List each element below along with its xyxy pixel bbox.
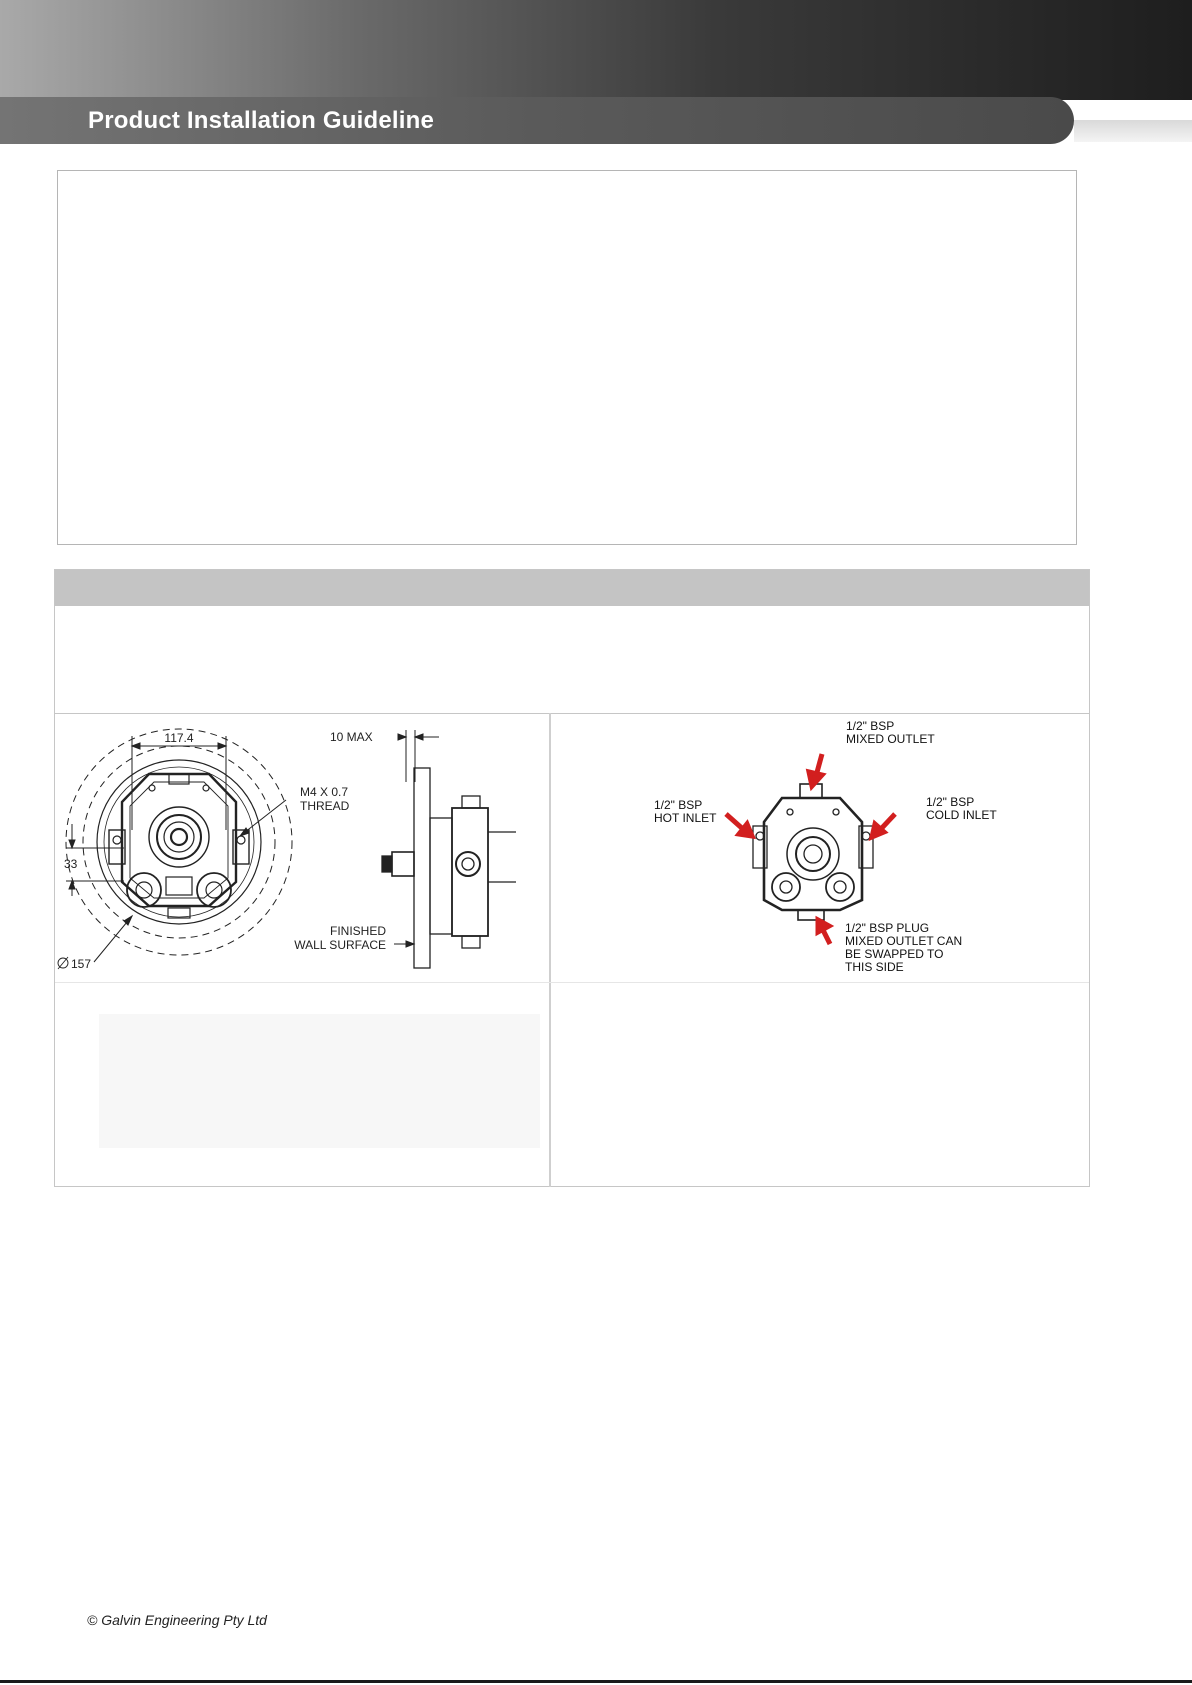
- dimension-height-label: 33: [64, 857, 78, 871]
- plug-label-line1: 1/2" BSP PLUG: [845, 921, 930, 935]
- grid-divider: [55, 982, 1089, 983]
- cold-label-line2: COLD INLET: [926, 808, 997, 822]
- outlet-label-line2: MIXED OUTLET: [846, 732, 935, 746]
- valve-connections-drawing: [550, 712, 1090, 980]
- title-shadow: [1074, 120, 1192, 142]
- wall-label-line2: WALL SURFACE: [294, 938, 386, 952]
- notes-box: [57, 170, 1077, 545]
- hot-label-line2: HOT INLET: [654, 811, 717, 825]
- thread-label-line2: THREAD: [300, 799, 350, 813]
- copyright-text: © Galvin Engineering Pty Ltd: [87, 1612, 267, 1628]
- spec-section-header: [55, 570, 1089, 606]
- plug-label-line4: THIS SIDE: [845, 960, 904, 974]
- valve-dimension-drawing: [54, 712, 550, 980]
- outlet-label-line1: 1/2" BSP: [846, 719, 895, 733]
- hot-label-line1: 1/2" BSP: [654, 798, 703, 812]
- header-band: [0, 0, 1192, 100]
- max-label: 10 MAX: [330, 730, 373, 744]
- wall-label-line1: FINISHED: [329, 924, 386, 938]
- plug-label-line2: MIXED OUTLET CAN: [845, 934, 963, 948]
- title-bar: [0, 97, 1074, 144]
- page-title: Product Installation Guideline: [88, 107, 435, 134]
- plug-label-line3: BE SWAPPED TO: [845, 947, 944, 961]
- bottom-rule: [0, 1680, 1192, 1683]
- dimension-width-label: 117.4: [164, 731, 194, 745]
- cold-label-line1: 1/2" BSP: [926, 795, 975, 809]
- note-panel: [99, 1014, 540, 1148]
- thread-label-line1: M4 X 0.7: [300, 785, 349, 799]
- dimension-diameter-label: 157: [71, 957, 92, 971]
